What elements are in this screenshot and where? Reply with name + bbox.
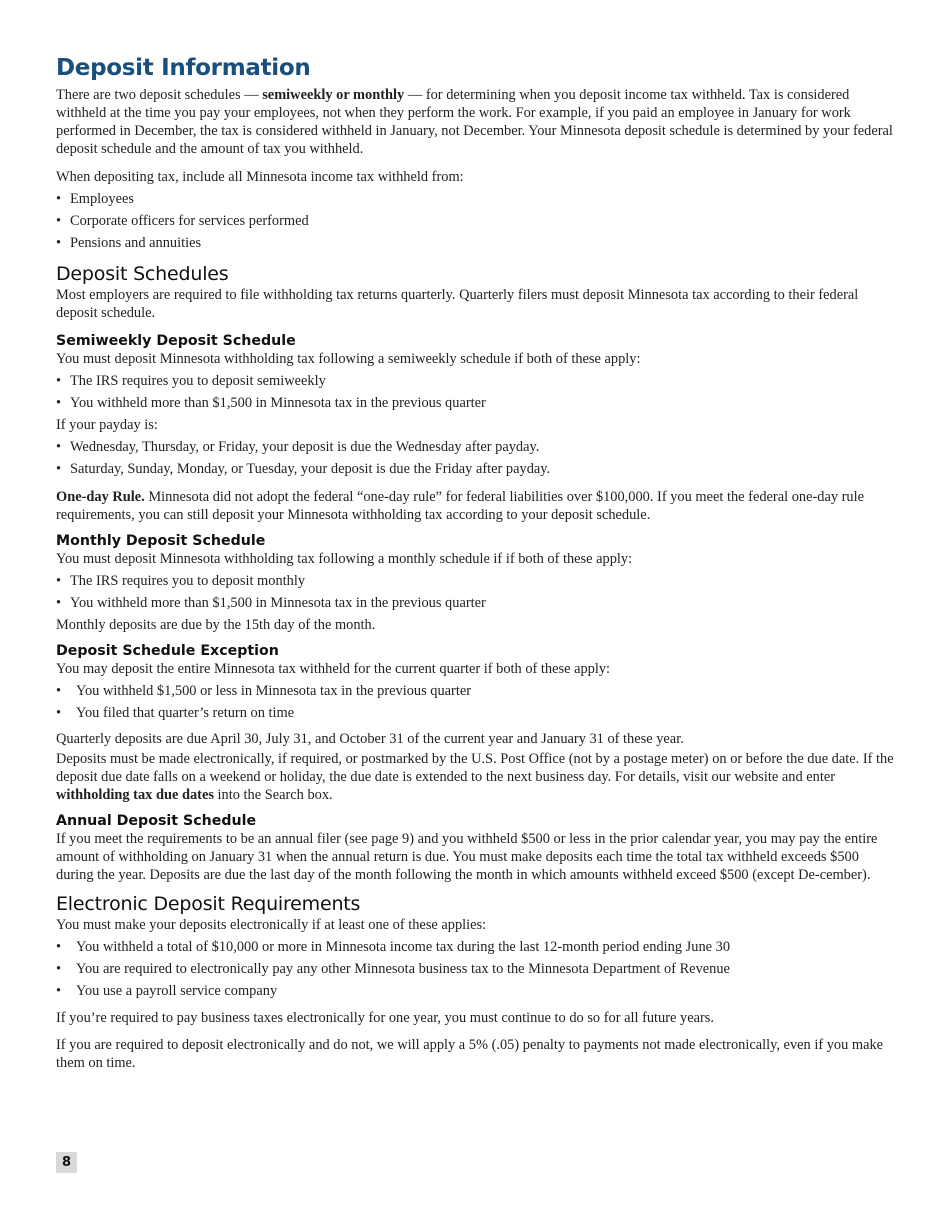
intro-include-text: When depositing tax, include all Minnesota income tax withheld from: <box>56 169 464 185</box>
electronic-text: You must make your deposits electronically if at least one of these applies: <box>56 917 487 933</box>
intro-text-a: There are two deposit schedules — <box>56 87 263 103</box>
intro-list <box>56 190 894 252</box>
list-item: • Pensions and annuities <box>56 234 894 252</box>
monthly-text: You must deposit Minnesota withholding tax following a monthly schedule if if both of these apply: <box>56 551 633 567</box>
one-day-rule-text: Minnesota did not adopt the federal “one-day rule” for federal liabilities over $100,000. If you meet the federal one-day rule requirements, you can still deposit your Minnesota withholding tax according to your deposit schedule. <box>56 489 865 523</box>
deposit-schedules-text: Most employers are required to file withholding tax returns quarterly. Quarterly filers must deposit Minnesota tax according to their federal deposit schedule. <box>56 287 859 321</box>
intro-bold: semiweekly or monthly <box>262 87 405 103</box>
semiweekly-text: You must deposit Minnesota withholding tax following a semiweekly schedule if both of these apply: <box>56 351 641 367</box>
list-item: • You withheld $1,500 or less in Minnesota tax in the previous quarter <box>56 682 894 700</box>
intro-paragraph <box>56 86 894 158</box>
page-title: Deposit Information <box>56 55 311 81</box>
semiweekly-heading: Semiweekly Deposit Schedule <box>56 333 296 349</box>
payday-text: If your payday is: <box>56 417 158 433</box>
list-item: • Wednesday, Thursday, or Friday, your deposit is due the Wednesday after payday. <box>56 438 894 456</box>
monthly-heading: Monthly Deposit Schedule <box>56 533 266 549</box>
list-item: • Employees <box>56 190 894 208</box>
list-item: • The IRS requires you to deposit monthly <box>56 572 894 590</box>
semiweekly-list <box>56 372 894 412</box>
exception-text: You may deposit the entire Minnesota tax withheld for the current quarter if both of these apply: <box>56 661 611 677</box>
list-item: • You filed that quarter’s return on time <box>56 704 894 722</box>
list-item: • Corporate officers for services performed <box>56 212 894 230</box>
deposits-text-b: into the Search box. <box>213 787 333 803</box>
list-item: • You withheld more than $1,500 in Minnesota tax in the previous quarter <box>56 394 894 412</box>
annual-heading: Annual Deposit Schedule <box>56 813 257 829</box>
one-day-rule-label: One-day Rule. <box>56 489 145 505</box>
deposits-bold: withholding tax due dates <box>56 787 214 803</box>
electronic-future-text: If you’re required to pay business taxes electronically for one year, you must continue to do so for all future years. <box>56 1010 714 1026</box>
intro-text-b: — for determining when you deposit income tax withheld. Tax is considered withheld at the time you pay your employees, not when they perform the work. For example, if you paid an employee in January for work performed in December, the tax is considered withheld in January, not December. Your Minnesota deposit schedule is determined by your federal deposit schedule and the amount of tax you withheld. <box>56 87 893 157</box>
deposit-schedules-heading: Deposit Schedules <box>56 263 229 285</box>
electronic-list <box>56 938 894 1000</box>
monthly-list <box>56 572 894 612</box>
monthly-due-text: Monthly deposits are due by the 15th day of the month. <box>56 617 376 633</box>
annual-text: If you meet the requirements to be an annual filer (see page 9) and you withheld $500 or less in the prior calendar year, you may pay the entire amount of withholding on January 31 when the annual return is due. You must make deposits each time the total tax withheld exceeds $500 during the year. Deposits are due the last day of the month following the month in which amounts withheld exceed $500 (except De-cember). <box>56 831 878 883</box>
one-day-rule-paragraph <box>56 488 894 524</box>
deposits-text-a: Deposits must be made electronically, if required, or postmarked by the U.S. Post Office (not by a postage meter) on or before the due date. If the deposit due date falls on a weekend or holiday, the due date is extended to the next business day. For details, visit our website and enter <box>56 751 894 785</box>
exception-list <box>56 682 894 722</box>
electronic-heading: Electronic Deposit Requirements <box>56 893 361 915</box>
exception-heading: Deposit Schedule Exception <box>56 643 279 659</box>
list-item: • You withheld a total of $10,000 or more in Minnesota income tax during the last 12-month period ending June 30 <box>56 938 894 956</box>
deposits-paragraph <box>56 750 894 804</box>
document-page <box>56 52 894 1072</box>
list-item: • You withheld more than $1,500 in Minnesota tax in the previous quarter <box>56 594 894 612</box>
page-number: 8 <box>56 1152 77 1173</box>
electronic-penalty-text: If you are required to deposit electronically and do not, we will apply a 5% (.05) penalty to payments not made electronically, even if you make them on time. <box>56 1037 884 1071</box>
quarterly-due-text: Quarterly deposits are due April 30, July 31, and October 31 of the current year and January 31 of these year. <box>56 731 684 747</box>
list-item: • The IRS requires you to deposit semiweekly <box>56 372 894 390</box>
list-item: • You are required to electronically pay any other Minnesota business tax to the Minnesota Department of Revenue <box>56 960 894 978</box>
list-item: • Saturday, Sunday, Monday, or Tuesday, your deposit is due the Friday after payday. <box>56 460 894 478</box>
payday-list <box>56 438 894 478</box>
list-item: • You use a payroll service company <box>56 982 894 1000</box>
